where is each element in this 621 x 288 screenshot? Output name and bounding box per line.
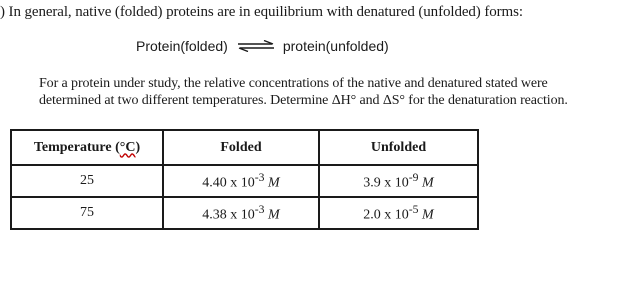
table-row (11, 165, 478, 197)
cell-unfolded: 2.0 x $10^{-5}$ M (319, 197, 478, 229)
question-intro: ) In general, native (folded) proteins are in equilibrium with denatured (unfolded) forms: (0, 4, 523, 20)
equation-reactant: Protein(folded) (136, 38, 228, 54)
equilibrium-arrows-icon (236, 40, 276, 52)
header-temperature: Temperature (°C) (11, 130, 163, 165)
cell-temperature: 25 (11, 165, 163, 197)
equilibrium-equation (136, 38, 389, 54)
header-unfolded: Unfolded (319, 130, 478, 165)
cell-folded: 4.40 x $10^{-3}$ M (163, 165, 319, 197)
problem-paragraph: For a protein under study, the relative concentrations of the native and denatured stated were determined at two different temperatures. Determine ΔH° and ΔS° for the denaturation reaction. (39, 76, 568, 108)
equation-product: protein(unfolded) (282, 38, 389, 54)
cell-temperature: 75 (11, 197, 163, 229)
concentration-table (10, 129, 479, 230)
temperature-unit: °C (119, 139, 136, 155)
table-header-row (11, 130, 478, 165)
header-folded: Folded (163, 130, 319, 165)
table-row (11, 197, 478, 229)
cell-folded: 4.38 x $10^{-3}$ M (163, 197, 319, 229)
cell-unfolded: 3.9 x $10^{-9}$ M (319, 165, 478, 197)
